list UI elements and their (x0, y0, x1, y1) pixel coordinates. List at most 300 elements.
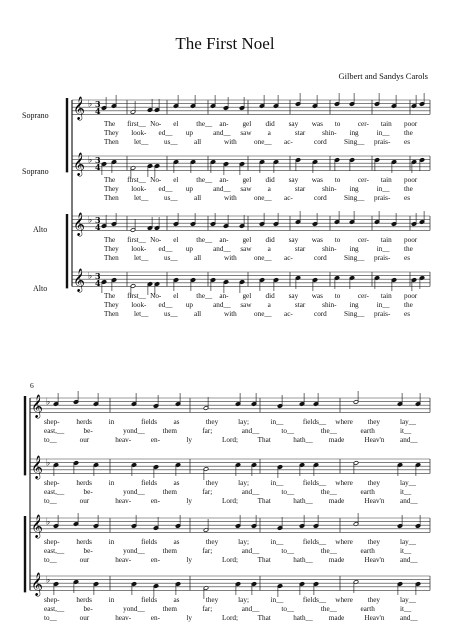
lyric-syllable: it__ (400, 605, 412, 614)
lyric-syllable: one__ (254, 194, 272, 203)
lyric-syllable: they (367, 538, 380, 547)
lyric-syllable: hath__ (293, 497, 313, 506)
lyric-syllable: with (224, 254, 237, 263)
lyric-syllable: in__ (270, 538, 284, 547)
lyric-syllable: a (267, 301, 271, 310)
lyric-syllable: in__ (270, 479, 284, 488)
lyric-syllable: shep- (44, 596, 60, 605)
lyric-syllable: all (194, 310, 202, 319)
lyric-syllable: east,__ (44, 488, 65, 497)
lyric-syllable: ed__ (158, 301, 173, 310)
lyric-syllable: star (294, 301, 306, 310)
lyric-syllable: The (104, 176, 116, 185)
lyric-syllable: ing (349, 185, 359, 194)
lyric-syllable: first__ (127, 176, 146, 185)
lyric-syllable: el (173, 292, 179, 301)
lyric-syllable: ing (349, 301, 359, 310)
lyric-syllable: cord (314, 138, 327, 147)
lyric-syllable: to (334, 292, 341, 301)
time-signature-bottom: 4 (95, 222, 101, 232)
lyric-syllable: No- (150, 292, 162, 301)
lyric-syllable: and__ (400, 556, 418, 565)
part-label-soprano-2: Soprano (22, 167, 49, 176)
lyric-syllable: es (404, 310, 410, 319)
lyric-syllable: poor (404, 120, 418, 129)
lyric-syllable: lay; (238, 538, 249, 547)
lyric-syllable: a (267, 129, 271, 138)
lyric-syllable: us__ (164, 194, 178, 203)
lyric-syllable: the (404, 301, 413, 310)
flat-key-signature-icon: ♭ (46, 517, 51, 528)
lyric-syllable: us__ (164, 254, 178, 263)
lyric-syllable: en- (150, 556, 160, 565)
lyric-syllable: That (257, 556, 271, 565)
lyric-syllable: to (334, 236, 341, 245)
lyric-syllable: Heav'n (364, 497, 385, 506)
lyric-syllable: and__ (400, 614, 418, 623)
lyric-syllable: look- (131, 245, 147, 254)
lyric-syllable: it__ (400, 488, 412, 497)
lyric-syllable: far; (202, 547, 213, 556)
lyric-syllable: yond__ (123, 547, 145, 556)
lyric-syllable: earth (360, 605, 375, 614)
lyric-syllable: poor (404, 176, 418, 185)
lyric-syllable: east,__ (44, 605, 65, 614)
lyric-syllable: ly (186, 556, 192, 565)
lyric-syllable: ac- (284, 310, 293, 319)
lyric-syllable: where (335, 479, 353, 488)
lyric-syllable: in__ (270, 596, 284, 605)
lyric-syllable: it__ (400, 547, 412, 556)
lyric-syllable: first__ (127, 236, 146, 245)
lyric-syllable: be- (83, 488, 93, 497)
time-signature-top: 3 (95, 214, 101, 225)
lyric-syllable: poor (404, 292, 418, 301)
lyric-syllable: let__ (134, 194, 149, 203)
lyric-syllable: in__ (376, 129, 390, 138)
lyric-syllable: Lord; (222, 436, 238, 445)
lyric-syllable: shep- (44, 418, 60, 427)
lyric-syllable: our (79, 436, 90, 445)
lyric-syllable: The (104, 120, 116, 129)
score-title: The First Noel (175, 34, 275, 53)
lyric-syllable: shin- (322, 301, 337, 310)
lyric-syllable: with (224, 138, 237, 147)
flat-key-signature-icon: ♭ (46, 458, 51, 469)
lyric-syllable: gel (242, 176, 252, 185)
lyric-syllable: herds (76, 538, 92, 547)
lyric-syllable: them (162, 488, 178, 497)
lyric-syllable: be- (83, 427, 93, 436)
lyric-syllable: an- (219, 236, 229, 245)
lyric-syllable: all (194, 254, 202, 263)
lyric-syllable: in (108, 479, 115, 488)
lyric-syllable: cer- (357, 292, 369, 301)
lyric-syllable: was (311, 120, 323, 129)
lyric-syllable: Heav'n (364, 556, 385, 565)
lyric-syllable: prais- (374, 194, 391, 203)
lyric-syllable: The (104, 236, 116, 245)
lyric-syllable: the__ (196, 236, 213, 245)
lyric-syllable: Heav'n (364, 614, 385, 623)
lyric-syllable: as (173, 418, 180, 427)
lyric-syllable: where (335, 596, 353, 605)
lyric-syllable: they (205, 538, 219, 547)
lyric-syllable: where (335, 418, 353, 427)
lyric-syllable: star (294, 245, 306, 254)
lyric-syllable: say (288, 120, 299, 129)
lyric-syllable: and__ (241, 605, 260, 614)
lyric-syllable: ac- (284, 254, 293, 263)
lyric-syllable: did (265, 292, 275, 301)
treble-clef-icon: 𝄞 (31, 513, 43, 538)
lyric-syllable: and__ (213, 301, 231, 310)
lyric-syllable: made (328, 556, 345, 565)
lyric-syllable: en- (150, 614, 160, 623)
lyric-syllable: far; (202, 488, 213, 497)
lyric-syllable: Sing__ (344, 254, 365, 263)
lyric-syllable: They (104, 129, 119, 138)
lyric-syllable: poor (404, 236, 418, 245)
lyric-syllable: the__ (196, 120, 213, 129)
time-signature-bottom: 4 (95, 106, 101, 116)
lyric-syllable: the__ (320, 605, 337, 614)
lyric-syllable: Sing__ (344, 138, 365, 147)
lyric-syllable: to__ (44, 436, 57, 445)
lyric-syllable: prais- (374, 310, 391, 319)
lyric-syllable: the__ (196, 176, 213, 185)
lyric-syllable: tain (380, 120, 392, 129)
lyric-syllable: shin- (322, 129, 337, 138)
lyric-syllable: ed__ (158, 129, 173, 138)
treble-clef-icon: 𝄞 (31, 393, 43, 418)
lyric-syllable: lay; (238, 596, 249, 605)
lyric-syllable: saw (240, 129, 252, 138)
lyric-syllable: shep- (44, 479, 60, 488)
lyric-syllable: they (205, 479, 219, 488)
lyric-syllable: fields (141, 538, 158, 547)
lyric-syllable: did (265, 176, 275, 185)
lyric-syllable: as (173, 538, 180, 547)
lyric-syllable: to__ (44, 556, 57, 565)
lyric-syllable: in__ (270, 418, 284, 427)
lyric-syllable: east,__ (44, 547, 65, 556)
lyric-syllable: cord (314, 194, 327, 203)
lyric-syllable: cord (314, 254, 327, 263)
lyric-syllable: and__ (213, 129, 231, 138)
lyric-syllable: them (162, 427, 178, 436)
flat-key-signature-icon: ♭ (88, 215, 93, 226)
lyric-syllable: up (185, 301, 193, 310)
lyric-syllable: and__ (213, 185, 231, 194)
lyric-syllable: as (173, 596, 180, 605)
lyric-syllable: shin- (322, 185, 337, 194)
lyric-syllable: and__ (400, 436, 418, 445)
lyric-syllable: Sing__ (344, 310, 365, 319)
lyric-syllable: gel (242, 236, 252, 245)
lyric-syllable: cer- (357, 176, 369, 185)
lyric-syllable: say (288, 292, 299, 301)
lyric-syllable: they (367, 596, 380, 605)
lyric-syllable: el (173, 236, 179, 245)
lyric-syllable: Lord; (222, 497, 238, 506)
lyric-syllable: first__ (127, 292, 146, 301)
lyric-syllable: up (185, 245, 193, 254)
lyric-syllable: let__ (134, 310, 149, 319)
lyric-syllable: where (335, 538, 353, 547)
lyric-syllable: they (367, 479, 380, 488)
lyric-syllable: the__ (320, 488, 337, 497)
lyric-syllable: and__ (400, 497, 418, 506)
lyric-syllable: ly (186, 497, 192, 506)
flat-key-signature-icon: ♭ (88, 99, 93, 110)
lyric-syllable: saw (240, 301, 252, 310)
lyric-syllable: our (79, 614, 90, 623)
lyric-syllable: That (257, 436, 271, 445)
lyric-syllable: they (205, 418, 219, 427)
lyric-syllable: let__ (134, 138, 149, 147)
lyric-syllable: Then (104, 254, 119, 263)
lyric-syllable: saw (240, 245, 252, 254)
lyric-syllable: fields__ (302, 479, 327, 488)
lyric-syllable: yond__ (123, 488, 145, 497)
lyric-syllable: made (328, 614, 345, 623)
lyric-syllable: in__ (376, 185, 390, 194)
lyric-syllable: in (108, 418, 115, 427)
lyric-syllable: The (104, 292, 116, 301)
measure-number: 6 (30, 381, 34, 390)
lyric-syllable: They (104, 185, 119, 194)
lyric-syllable: No- (150, 176, 162, 185)
lyric-syllable: ly (186, 614, 192, 623)
lyric-syllable: the__ (196, 292, 213, 301)
lyric-syllable: fields (141, 596, 158, 605)
lyric-syllable: one__ (254, 254, 272, 263)
lyric-syllable: en- (150, 436, 160, 445)
lyric-syllable: as (173, 479, 180, 488)
lyric-syllable: gel (242, 120, 252, 129)
lyric-syllable: star (294, 185, 306, 194)
lyric-syllable: lay; (238, 418, 249, 427)
lyric-syllable: to__ (44, 614, 57, 623)
lyric-syllable: far; (202, 605, 213, 614)
lyric-syllable: let__ (134, 254, 149, 263)
lyric-syllable: Lord; (222, 556, 238, 565)
lyric-syllable: star (294, 129, 306, 138)
part-label-soprano-1: Soprano (22, 111, 49, 120)
lyric-syllable: us__ (164, 138, 178, 147)
lyric-syllable: They (104, 245, 119, 254)
lyric-syllable: They (104, 301, 119, 310)
lyric-syllable: made (328, 497, 345, 506)
lyric-syllable: the__ (320, 547, 337, 556)
lyric-syllable: cer- (357, 236, 369, 245)
lyric-syllable: was (311, 236, 323, 245)
lyric-syllable: far; (202, 427, 213, 436)
lyric-syllable: up (185, 185, 193, 194)
lyric-syllable: to__ (281, 605, 295, 614)
time-signature-bottom: 4 (95, 162, 101, 172)
lyric-syllable: made (328, 436, 345, 445)
lyric-syllable: did (265, 236, 275, 245)
lyric-syllable: was (311, 176, 323, 185)
flat-key-signature-icon: ♭ (88, 271, 93, 282)
lyric-syllable: ed__ (158, 245, 173, 254)
lyric-syllable: the (404, 245, 413, 254)
part-label-alto-1: Alto (33, 225, 48, 234)
time-signature-top: 3 (95, 98, 101, 109)
time-signature-top: 3 (95, 270, 101, 281)
lyric-syllable: look- (131, 301, 147, 310)
lyric-syllable: That (257, 614, 271, 623)
lyric-syllable: tain (380, 236, 392, 245)
lyric-syllable: es (404, 254, 410, 263)
part-label-alto-2: Alto (33, 284, 48, 293)
time-signature-bottom: 4 (95, 278, 101, 288)
lyric-syllable: an- (219, 120, 229, 129)
lyric-syllable: to__ (44, 497, 57, 506)
lyric-syllable: in (108, 596, 115, 605)
treble-clef-icon: 𝄞 (73, 211, 85, 236)
lyric-syllable: the (404, 185, 413, 194)
treble-clef-icon: 𝄞 (73, 95, 85, 120)
lyric-syllable: fields__ (302, 596, 327, 605)
lyric-syllable: tain (380, 292, 392, 301)
lyric-syllable: heav- (115, 614, 132, 623)
lyric-syllable: ing (349, 129, 359, 138)
lyric-syllable: earth (360, 547, 375, 556)
lyric-syllable: shin- (322, 245, 337, 254)
lyric-syllable: our (79, 556, 90, 565)
lyric-syllable: es (404, 138, 410, 147)
lyric-syllable: saw (240, 185, 252, 194)
lyric-syllable: to (334, 120, 341, 129)
lyric-syllable: earth (360, 488, 375, 497)
lyric-syllable: the (404, 129, 413, 138)
lyric-syllable: hath__ (293, 614, 313, 623)
lyric-syllable: an- (219, 292, 229, 301)
lyric-syllable: a (267, 185, 271, 194)
lyric-syllable: lay__ (400, 418, 416, 427)
lyric-syllable: to (334, 176, 341, 185)
lyric-syllable: a (267, 245, 271, 254)
lyric-syllable: look- (131, 129, 147, 138)
lyric-syllable: yond__ (123, 427, 145, 436)
lyric-syllable: us__ (164, 310, 178, 319)
lyric-syllable: herds (76, 479, 92, 488)
lyric-syllable: say (288, 176, 299, 185)
lyric-syllable: and__ (241, 547, 260, 556)
lyric-syllable: one__ (254, 138, 272, 147)
lyric-syllable: to__ (281, 547, 295, 556)
lyric-syllable: el (173, 120, 179, 129)
lyric-syllable: en- (150, 497, 160, 506)
lyric-syllable: they (205, 596, 219, 605)
lyric-syllable: first__ (127, 120, 146, 129)
lyric-syllable: one__ (254, 310, 272, 319)
lyric-syllable: look- (131, 185, 147, 194)
lyric-syllable: Then (104, 138, 119, 147)
lyric-syllable: with (224, 310, 237, 319)
lyric-syllable: and__ (213, 245, 231, 254)
lyric-syllable: with (224, 194, 237, 203)
lyric-syllable: lay__ (400, 479, 416, 488)
lyric-syllable: shep- (44, 538, 60, 547)
lyric-syllable: all (194, 138, 202, 147)
lyric-syllable: them (162, 605, 178, 614)
lyric-syllable: in__ (376, 245, 390, 254)
lyric-syllable: No- (150, 120, 162, 129)
lyric-syllable: Lord; (222, 614, 238, 623)
lyric-syllable: was (311, 292, 323, 301)
lyric-syllable: Then (104, 194, 119, 203)
lyric-syllable: heav- (115, 497, 132, 506)
lyric-syllable: fields (141, 418, 158, 427)
lyric-syllable: herds (76, 596, 92, 605)
lyric-syllable: ed__ (158, 185, 173, 194)
lyric-syllable: lay; (238, 479, 249, 488)
lyric-syllable: prais- (374, 254, 391, 263)
lyric-syllable: and__ (241, 427, 260, 436)
lyric-syllable: east,__ (44, 427, 65, 436)
treble-clef-icon: 𝄞 (31, 454, 43, 479)
lyric-syllable: prais- (374, 138, 391, 147)
lyric-syllable: say (288, 236, 299, 245)
lyric-syllable: yond__ (123, 605, 145, 614)
flat-key-signature-icon: ♭ (46, 397, 51, 408)
lyric-syllable: ing (349, 245, 359, 254)
lyric-syllable: cer- (357, 120, 369, 129)
lyric-syllable: ac- (284, 138, 293, 147)
lyric-syllable: herds (76, 418, 92, 427)
lyric-syllable: fields__ (302, 538, 327, 547)
lyric-syllable: Then (104, 310, 119, 319)
lyric-syllable: el (173, 176, 179, 185)
lyric-syllable: lay__ (400, 596, 416, 605)
lyric-syllable: and__ (241, 488, 260, 497)
lyric-syllable: be- (83, 605, 93, 614)
lyric-syllable: fields (141, 479, 158, 488)
treble-clef-icon: 𝄞 (31, 571, 43, 596)
lyric-syllable: fields__ (302, 418, 327, 427)
lyric-syllable: they (367, 418, 380, 427)
lyric-syllable: our (79, 497, 90, 506)
lyric-syllable: es (404, 194, 410, 203)
lyric-syllable: to__ (281, 427, 295, 436)
treble-clef-icon: 𝄞 (73, 151, 85, 176)
lyric-syllable: hath__ (293, 436, 313, 445)
treble-clef-icon: 𝄞 (73, 267, 85, 292)
lyric-syllable: lay__ (400, 538, 416, 547)
lyric-syllable: in (108, 538, 115, 547)
lyric-syllable: heav- (115, 436, 132, 445)
lyric-syllable: all (194, 194, 202, 203)
lyric-syllable: ac- (284, 194, 293, 203)
lyric-syllable: the__ (320, 427, 337, 436)
lyric-syllable: to__ (281, 488, 295, 497)
lyric-syllable: an- (219, 176, 229, 185)
lyric-syllable: did (265, 120, 275, 129)
lyric-syllable: tain (380, 176, 392, 185)
lyric-syllable: cord (314, 310, 327, 319)
lyric-syllable: That (257, 497, 271, 506)
lyric-syllable: Heav'n (364, 436, 385, 445)
lyric-syllable: them (162, 547, 178, 556)
lyric-syllable: ly (186, 436, 192, 445)
lyric-syllable: it__ (400, 427, 412, 436)
lyric-syllable: Sing__ (344, 194, 365, 203)
composer-credit: Gilbert and Sandys Carols (338, 71, 428, 81)
